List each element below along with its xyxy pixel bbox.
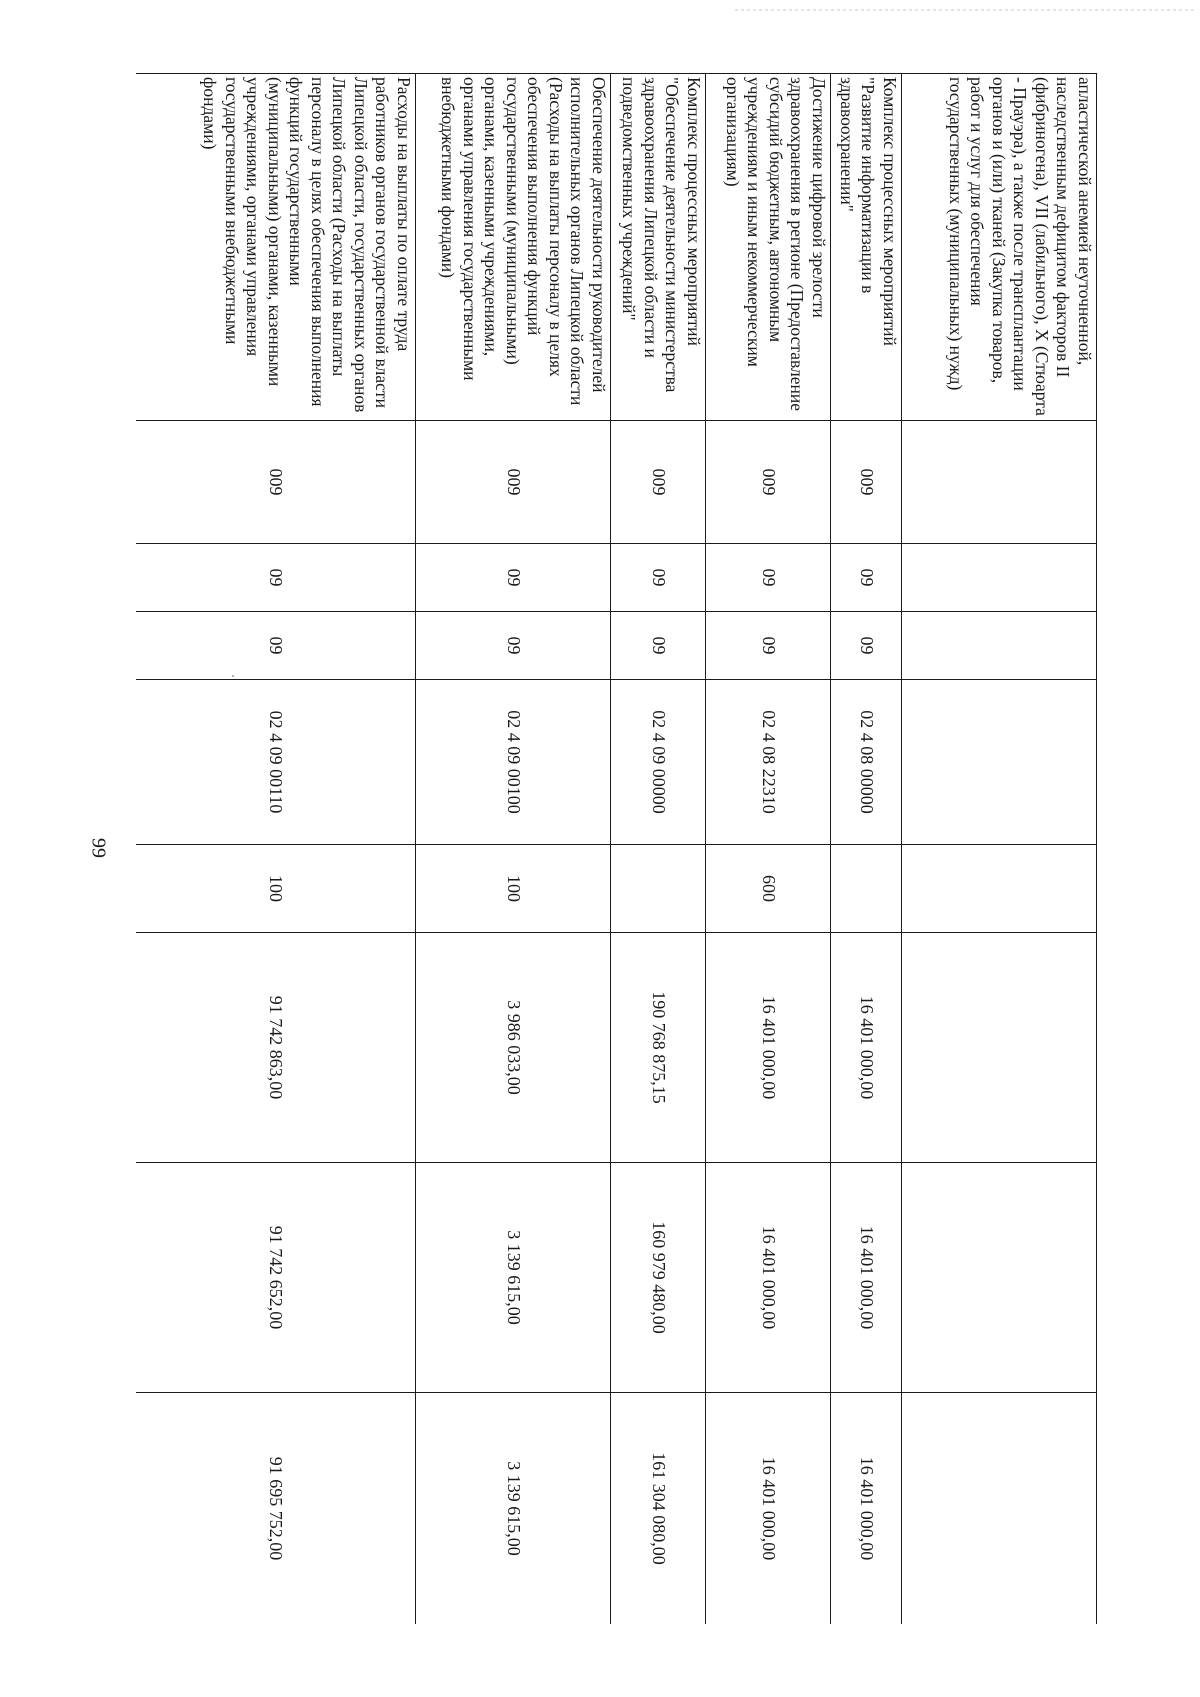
ministry-code: 009 — [136, 421, 416, 544]
budget-table-container — [136, 73, 1097, 1624]
target-article-code: 02 4 09 00000 — [611, 680, 706, 845]
scan-artifact-line — [735, 9, 1195, 11]
row-description: Расходы на выплаты по оплате труда работников органов государственной власти Липецкой области, государственных органов Липецкой области (Расходы на выплаты персоналу в целях обеспечения выполнения функций государственными (муниципальными) органами, казенными учреждениями, органами управления государственными внебюджетными фондами) — [136, 74, 416, 421]
amount-year-1: 16 401 000,00 — [831, 933, 902, 1163]
section-code: 09 — [416, 544, 611, 612]
amount-year-2: 3 139 615,00 — [416, 1163, 611, 1393]
expense-type-code — [611, 845, 706, 933]
amount-year-1: 190 768 875,15 — [611, 933, 706, 1163]
subsection-code: 09 — [831, 612, 902, 680]
expense-type-code: 100 — [416, 845, 611, 933]
ministry-code — [902, 421, 1097, 544]
row-description: Комплекс процессных мероприятий "Обеспечение деятельности министерства здравоохранения Липецкой области и подведомственных учреждений" — [611, 74, 706, 421]
target-article-code: 02 4 08 00000 — [831, 680, 902, 845]
section-code: 09 — [136, 544, 416, 612]
table-row — [611, 74, 706, 1625]
target-article-code: 02 4 09 00110 — [136, 680, 416, 845]
expense-type-code — [831, 845, 902, 933]
subsection-code: 09 — [611, 612, 706, 680]
amount-year-1 — [902, 933, 1097, 1163]
row-description: апластической анемией неуточненной, наследственным дефицитом факторов II (фибриногена), VII (лабильного), X (Стюарта - Прауэра), а также после трансплантации органов и (или) тканей (Закупка товаров, работ и услуг для обеспечения государственных (муниципальных) нужд) — [902, 74, 1097, 421]
table-row — [902, 74, 1097, 1625]
subsection-code — [902, 612, 1097, 680]
row-description: Достижение цифровой зрелости здравоохранения в регионе (Предоставление субсидий бюджетным, автономным учреждениям и иным некоммерческим организациям) — [706, 74, 831, 421]
expense-type-code — [902, 845, 1097, 933]
amount-year-2: 16 401 000,00 — [831, 1163, 902, 1393]
ministry-code: 009 — [611, 421, 706, 544]
table-row — [416, 74, 611, 1625]
amount-year-1: 3 986 033,00 — [416, 933, 611, 1163]
budget-table — [136, 73, 1097, 1624]
row-description: Комплекс процессных мероприятий "Развитие информатизации в здравоохранении" — [831, 74, 902, 421]
amount-year-3: 91 695 752,00 — [136, 1393, 416, 1625]
subsection-code: 09 — [136, 612, 416, 680]
section-code: 09 — [706, 544, 831, 612]
amount-year-3: 161 304 080,00 — [611, 1393, 706, 1625]
section-code — [902, 544, 1097, 612]
amount-year-3: 16 401 000,00 — [706, 1393, 831, 1625]
amount-year-2 — [902, 1163, 1097, 1393]
page-number-text: 99 — [87, 838, 110, 858]
amount-year-3: 16 401 000,00 — [831, 1393, 902, 1625]
section-code: 09 — [611, 544, 706, 612]
amount-year-1: 16 401 000,00 — [706, 933, 831, 1163]
subsection-code: 09 — [706, 612, 831, 680]
subsection-code: 09 — [416, 612, 611, 680]
amount-year-2: 160 979 480,00 — [611, 1163, 706, 1393]
table-row — [706, 74, 831, 1625]
expense-type-code: 100 — [136, 845, 416, 933]
target-article-code: 02 4 08 22310 — [706, 680, 831, 845]
amount-year-3 — [902, 1393, 1097, 1625]
target-article-code — [902, 680, 1097, 845]
table-row — [831, 74, 902, 1625]
amount-year-1: 91 742 863,00 — [136, 933, 416, 1163]
amount-year-2: 91 742 652,00 — [136, 1163, 416, 1393]
amount-year-2: 16 401 000,00 — [706, 1163, 831, 1393]
ministry-code: 009 — [831, 421, 902, 544]
expense-type-code: 600 — [706, 845, 831, 933]
target-article-code: 02 4 09 00100 — [416, 680, 611, 845]
ministry-code: 009 — [416, 421, 611, 544]
ministry-code: 009 — [706, 421, 831, 544]
amount-year-3: 3 139 615,00 — [416, 1393, 611, 1625]
row-description: Обеспечение деятельности руководителей исполнительных органов Липецкой области (Расходы на выплаты персоналу в целях обеспечения выполнения функций государственными (муниципальными) органами, казенными учреждениями, органами управления государственными внебюджетными фондами) — [416, 74, 611, 421]
section-code: 09 — [831, 544, 902, 612]
table-row — [136, 74, 416, 1625]
